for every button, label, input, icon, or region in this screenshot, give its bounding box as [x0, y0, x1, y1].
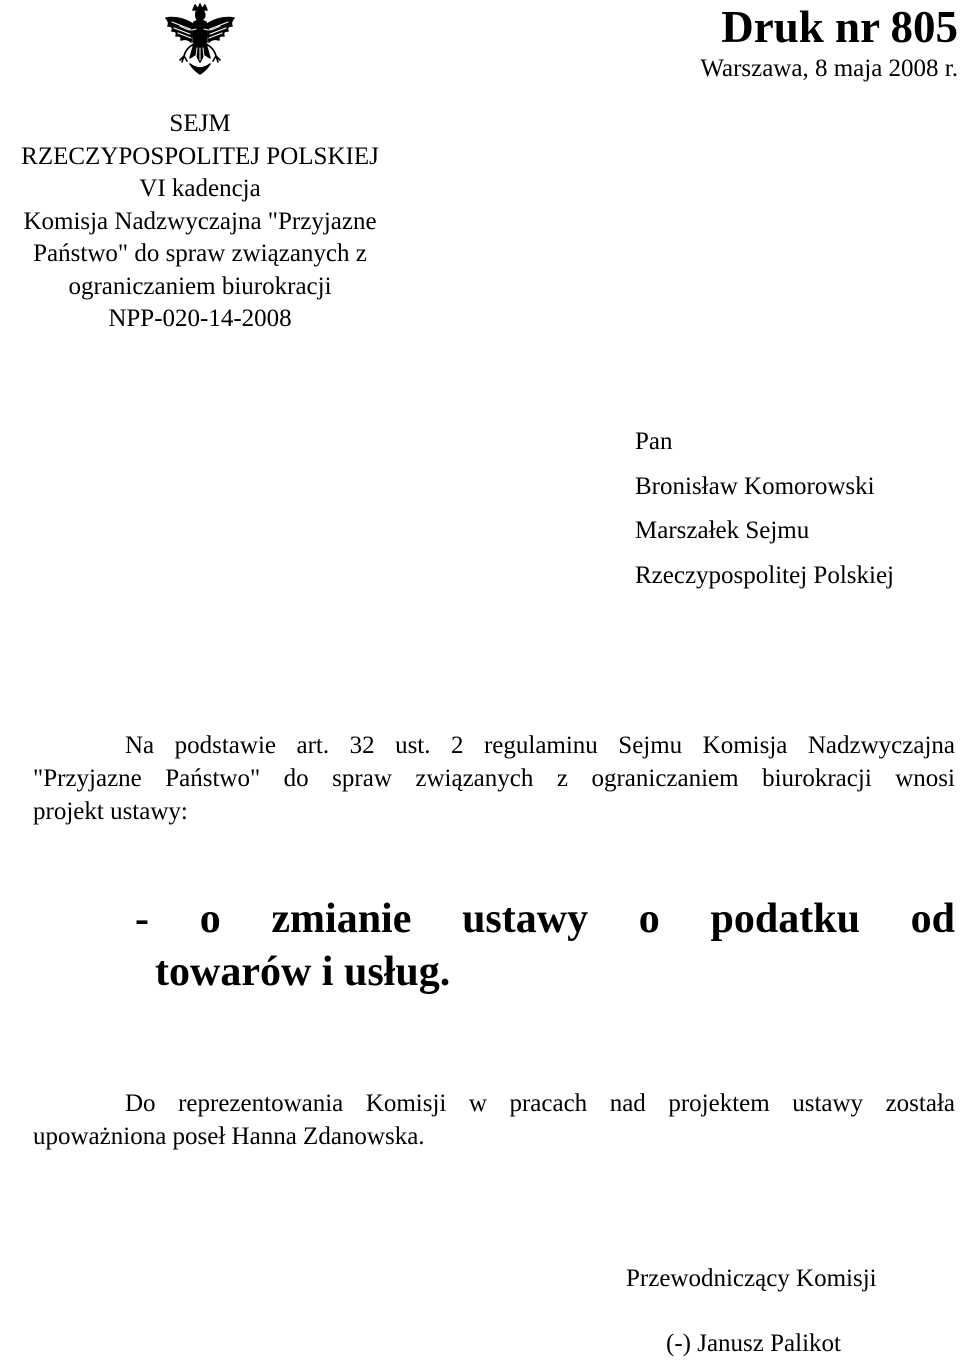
- document-date: Warszawa, 8 maja 2008 r.: [700, 55, 958, 82]
- issuer-block: [0, 108, 400, 336]
- subject-line: - o zmianie ustawy o podatku od: [135, 896, 955, 942]
- signature-title: Przewodniczący Komisji: [626, 1265, 877, 1292]
- addressee-line: Marszałek Sejmu: [635, 517, 810, 544]
- print-number: Druk nr 805: [721, 2, 958, 52]
- paragraph-line: "Przyjazne Państwo" do spraw związanych z ograniczaniem biurokracji wnosi: [33, 765, 955, 792]
- addressee-block: [635, 420, 894, 598]
- polish-eagle-emblem-icon: [160, 2, 240, 76]
- issuer-line: VI kadencja: [139, 175, 261, 202]
- issuer-line: Państwo" do spraw związanych z: [33, 240, 367, 267]
- paragraph-line: upoważniona poseł Hanna Zdanowska.: [33, 1123, 425, 1150]
- paragraph-line: Na podstawie art. 32 ust. 2 regulaminu Sejmu Komisja Nadzwyczajna: [125, 732, 955, 759]
- issuer-line: Komisja Nadzwyczajna "Przyjazne: [23, 207, 377, 235]
- intro-paragraph: [33, 729, 955, 828]
- bill-subject: [135, 893, 955, 999]
- addressee-line: Bronisław Komorowski: [635, 472, 875, 500]
- signature-name: (-) Janusz Palikot: [666, 1330, 841, 1357]
- issuer-line: SEJM: [169, 110, 231, 137]
- paragraph-line: projekt ustawy:: [33, 798, 188, 825]
- representation-paragraph: [33, 1087, 955, 1153]
- issuer-line: ograniczaniem biurokracji: [68, 272, 332, 300]
- issuer-reference-number: NPP-020-14-2008: [108, 305, 292, 332]
- addressee-line: Pan: [635, 428, 673, 455]
- addressee-line: Rzeczypospolitej Polskiej: [635, 561, 894, 589]
- issuer-line: RZECZYPOSPOLITEJ POLSKIEJ: [21, 142, 379, 170]
- subject-line: towarów i usług.: [155, 949, 451, 995]
- paragraph-line: Do reprezentowania Komisji w pracach nad projektem ustawy została: [125, 1090, 955, 1117]
